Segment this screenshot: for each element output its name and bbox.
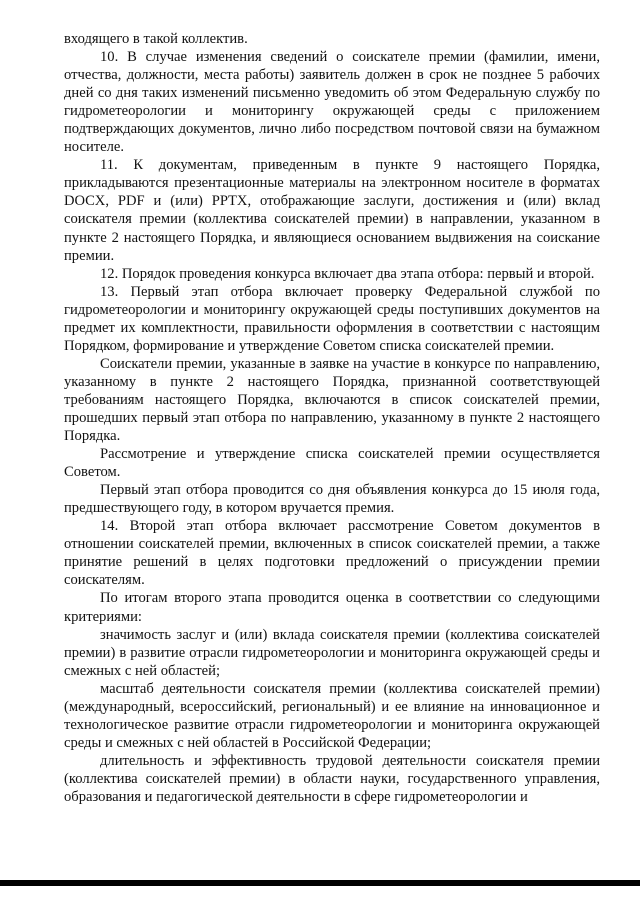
paragraph-item-11: 11. К документам, приведенным в пункте 9 настоящего Порядка, прикладываются презентационные материалы на электронном носителе в форматах DOCX, PDF и (или) PPTX, отображающие заслуги, достижения и (или) вклад соискателя премии (коллектива соискателей премии) в направлении, указанном в пункте 2 настоящего Порядка, и являющиеся основанием выдвижения на соискание премии.	[64, 157, 600, 264]
scan-bottom-border	[0, 880, 640, 886]
paragraph-item-14: 14. Второй этап отбора включает рассмотрение Советом документов в отношении соискателей премии, включенных в список соискателей премии, а также принятие решений в целях подготовки предложений о присуждении премии соискателям.	[64, 518, 600, 589]
paragraph-continuation: входящего в такой коллектив.	[64, 31, 248, 47]
paragraph-criterion-significance: значимость заслуг и (или) вклада соискателя премии (коллектива соискателей премии) в развитие отрасли гидрометеорологии и мониторинга окружающей среды и смежных с ней областей;	[64, 626, 600, 679]
paragraph-criteria-intro: По итогам второго этапа проводится оценка в соответствии со следующими критериями:	[64, 590, 600, 625]
paragraph-item-13: 13. Первый этап отбора включает проверку Федеральной службой по гидрометеорологии и мониторингу окружающей среды поступивших документов на предмет их комплектности, правильности оформления в соответствии с настоящим Порядком, формирование и утверждение Советом списка соискателей премии.	[64, 283, 600, 354]
paragraph-item-12: 12. Порядок проведения конкурса включает два этапа отбора: первый и второй.	[100, 265, 595, 282]
paragraph-criterion-duration: длительность и эффективность трудовой деятельности соискателя премии (коллектива соискателей премии) в области науки, государственного управления, образования и педагогической деятельности в сфере гидрометеорологии и	[64, 752, 600, 805]
paragraph-applicants-list: Соискатели премии, указанные в заявке на участие в конкурсе по направлению, указанному в пункте 2 настоящего Порядка, признанной соответствующей требованиям настоящего Порядка, включаются в список соискателей премии, прошедших первый этап отбора по направлению, указанному в пункте 2 настоящего Порядка.	[64, 355, 600, 445]
paragraph-item-10: 10. В случае изменения сведений о соискателе премии (фамилии, имени, отчества, должности, места работы) заявитель должен в срок не позднее 5 рабочих дней со дня таких изменений письменно уведомить об этом Федеральную службу по гидрометеорологии и мониторингу окружающей среды с приложением подтверждающих документов, лично либо посредством почтовой связи на бумажном носителе.	[64, 49, 600, 156]
paragraph-list-approval: Рассмотрение и утверждение списка соискателей премии осуществляется Советом.	[64, 446, 600, 481]
paragraph-first-stage-period: Первый этап отбора проводится со дня объявления конкурса до 15 июля года, предшествующего году, в котором вручается премия.	[64, 482, 600, 517]
document-body	[64, 30, 600, 806]
paragraph-criterion-scale: масштаб деятельности соискателя премии (коллектива соискателей премии) (международный, всероссийский, региональный) и ее влияние на инновационное и технологическое развитие отрасли гидрометеорологии и мониторинга окружающей среды и смежных с ней областей в Российской Федерации;	[64, 680, 600, 751]
